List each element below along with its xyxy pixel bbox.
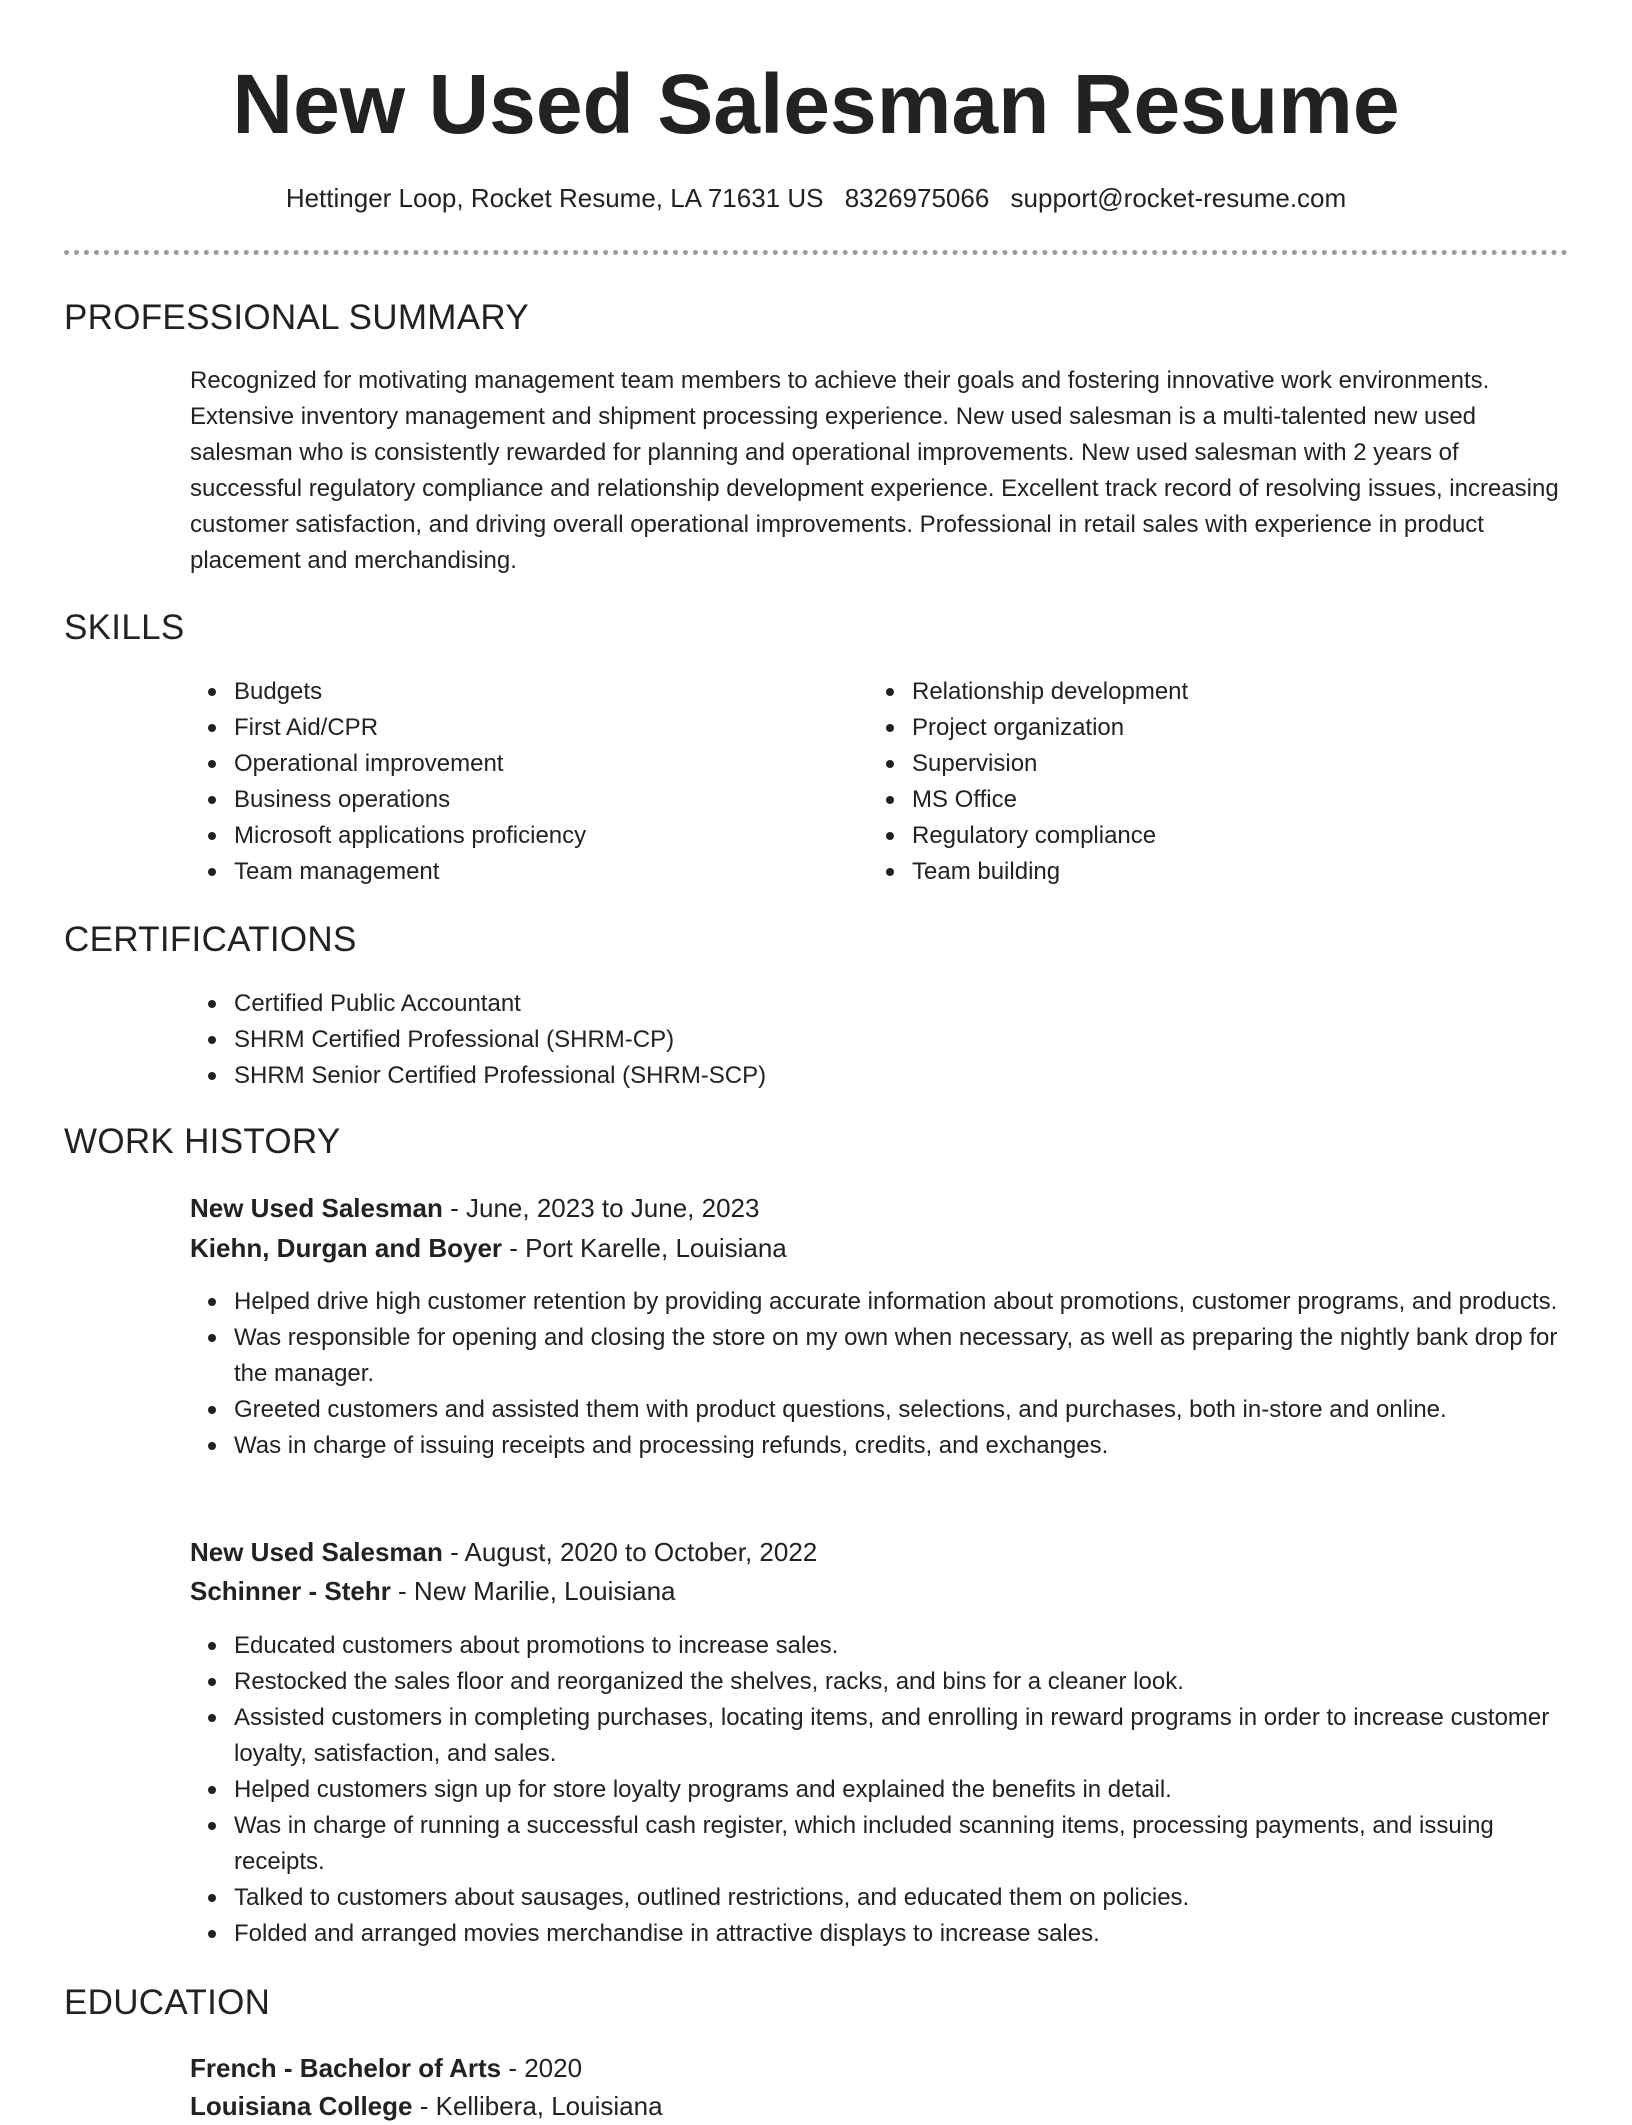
contact-line [0,180,1632,216]
certification-item: SHRM Senior Certified Professional (SHRM-SCP) [234,1058,1568,1094]
education-degree-line [190,2049,582,2087]
summary-text: Recognized for motivating management team members to achieve their goals and fostering innovative work environments. Extensive inventory management and shipment processing experience. New used salesman is a multi-talented new used salesman who is consistently rewarded for planning and operational improvements. New used salesman with 2 years of successful regulatory compliance and relationship development experience. Excellent track record of resolving issues, increasing customer satisfaction, and driving overall operational improvements. Professional in retail sales with experience in product placement and merchandising. [190,367,1559,574]
contact-address: Hettinger Loop, Rocket Resume, LA 71631 US [285,183,824,213]
education-school-line [190,2087,663,2125]
skills-heading: SKILLS [64,608,185,647]
skill-item: Relationship development [912,674,1508,710]
job-bullet: Was in charge of issuing receipts and processing refunds, credits, and exchanges. [234,1428,1568,1464]
skill-item: Team management [234,854,830,890]
job-company: Schinner - Stehr [190,1576,391,1606]
contact-email: support@rocket-resume.com [1010,183,1347,213]
skill-item: Supervision [912,746,1508,782]
job-bullet: Assisted customers in completing purchases, locating items, and enrolling in reward programs in order to increase customer loyalty, satisfaction, and sales. [234,1700,1568,1772]
job-bullet: Educated customers about promotions to increase sales. [234,1628,1568,1664]
job-company: Kiehn, Durgan and Boyer [190,1233,503,1263]
job-bullets [190,1628,1568,1952]
skill-item: Team building [912,854,1508,890]
job-bullet: Greeted customers and assisted them with product questions, selections, and purchases, both in-store and online. [234,1392,1568,1428]
job-role: New Used Salesman [190,1537,443,1567]
job-bullet: Was in charge of running a successful cash register, which included scanning items, processing payments, and issuing receipts. [234,1808,1568,1880]
job-title-line [190,1189,759,1227]
resume-title: New Used Salesman Resume [232,57,1400,151]
skill-item: Project organization [912,710,1508,746]
job-title-line [190,1533,817,1571]
work-history-heading: WORK HISTORY [64,1122,341,1161]
skill-item: Operational improvement [234,746,830,782]
skill-item: Microsoft applications proficiency [234,818,830,854]
education-degree: French - Bachelor of Arts [190,2053,502,2083]
education-heading: EDUCATION [64,1983,271,2022]
skill-item: Regulatory compliance [912,818,1508,854]
job-role: New Used Salesman [190,1193,443,1223]
job-dates: - August, 2020 to October, 2022 [442,1537,818,1567]
job-bullet: Helped drive high customer retention by providing accurate information about promotions, customer programs, and products. [234,1284,1568,1320]
job-dates: - June, 2023 to June, 2023 [442,1193,760,1223]
skills-left-column [190,674,830,890]
skills-right-column [868,674,1508,890]
contact-phone: 8326975066 [844,183,990,213]
job-bullet: Restocked the sales floor and reorganized the shelves, racks, and bins for a cleaner look. [234,1664,1568,1700]
education-location: - Kellibera, Louisiana [412,2091,663,2121]
job-company-line [190,1572,676,1610]
job-location: - Port Karelle, Louisiana [502,1233,787,1263]
job-bullet: Helped customers sign up for store loyalty programs and explained the benefits in detail. [234,1772,1568,1808]
job-location: - New Marilie, Louisiana [390,1576,676,1606]
certifications-list [190,986,1568,1094]
skill-item: First Aid/CPR [234,710,830,746]
certification-item: SHRM Certified Professional (SHRM-CP) [234,1022,1568,1058]
job-bullets [190,1284,1568,1464]
education-year: - 2020 [501,2053,583,2083]
skill-item: MS Office [912,782,1508,818]
job-bullet: Talked to customers about sausages, outlined restrictions, and educated them on policies. [234,1880,1568,1916]
job-bullet: Folded and arranged movies merchandise in attractive displays to increase sales. [234,1916,1568,1952]
skill-item: Business operations [234,782,830,818]
header-divider [64,250,1568,255]
education-school: Louisiana College [190,2091,413,2121]
skill-item: Budgets [234,674,830,710]
summary-heading: PROFESSIONAL SUMMARY [64,298,529,337]
job-bullet: Was responsible for opening and closing the store on my own when necessary, as well as preparing the nightly bank drop for the manager. [234,1320,1568,1392]
certifications-heading: CERTIFICATIONS [64,920,357,959]
certification-item: Certified Public Accountant [234,986,1568,1022]
job-company-line [190,1229,787,1267]
